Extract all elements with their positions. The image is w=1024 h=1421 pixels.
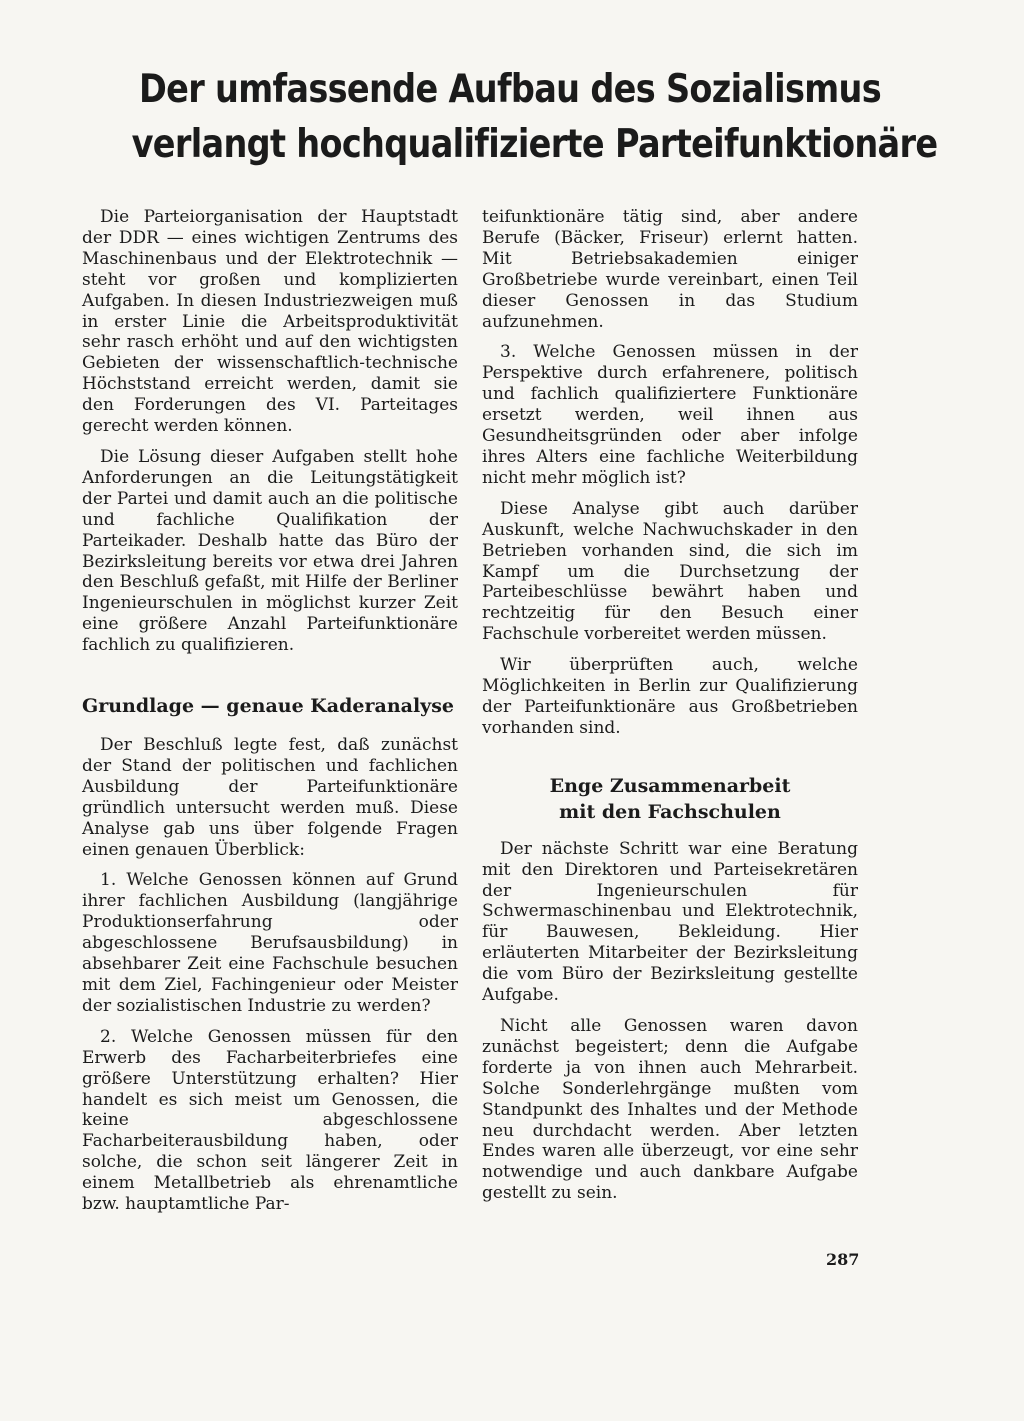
heading-line-2: mit den Fachschulen <box>559 800 781 823</box>
paragraph: Die Lösung dieser Aufgaben stellt hohe Anforderungen an die Leitungstätigkeit der Partei und damit auch an die politische und fachliche Qualifikation der Parteikader. Deshalb hatte das Büro der Bezirksleitung bereits vor etwa drei Jahren den Beschluß gefaßt, mit Hilfe der Berliner Ingenieurschulen in möglichst kurzer Zeit eine größere Anzahl Parteifunktionäre fachlich zu qualifizieren. <box>82 446 458 656</box>
paragraph: 3. Welche Genossen müssen in der Perspektive durch erfahrenere, politisch und fachlich qualifiziertere Funktionäre ersetzt werden, weil ihnen aus Gesundheitsgründen oder aber infolge ihres Alters eine fachliche Weiterbildung nicht mehr möglich ist? <box>482 342 858 488</box>
paragraph: Nicht alle Genossen waren davon zunächst begeistert; denn die Aufgabe forderte ja von ihnen auch Mehrarbeit. Solche Sonderlehrgänge mußten vom Standpunkt des Inhaltes und der Methode neu durchdacht werden. Aber letzten Endes waren alle überzeugt, vor eine sehr notwendige und auch dankbare Aufgabe gestellt zu sein. <box>482 1016 858 1204</box>
paragraph: 2. Welche Genossen müssen für den Erwerb des Facharbeiterbriefes eine größere Unterstützung erhalten? Hier handelt es sich meist um Genossen, die keine abgeschlossene Facharbeiterausbildung haben, oder solche, die schon seit längerer Zeit in einem Metallbetrieb als ehrenamtliche bzw. hauptamtliche Par- <box>82 1026 458 1215</box>
right-column <box>482 207 858 1204</box>
paragraph: Der Beschluß legte fest, daß zunächst der Stand der politischen und fachlichen Ausbildung der Parteifunktionäre gründlich untersucht werden muß. Diese Analyse gab uns über folgende Fragen einen genauen Überblick: <box>82 735 458 860</box>
left-column <box>82 207 458 1215</box>
article-headline <box>131 62 938 172</box>
headline-line-1: Der umfassende Aufbau des Sozialismus <box>138 67 881 112</box>
paragraph: 1. Welche Genossen können auf Grund ihrer fachlichen Ausbildung (langjährige Produktionserfahrung oder abgeschlossene Berufsausbildung) in absehbarer Zeit eine Fachschule besuchen mit dem Ziel, Fachingenieur oder Meister der sozialistischen Industrie zu werden? <box>82 870 458 1016</box>
paragraph: teifunktionäre tätig sind, aber andere Berufe (Bäcker, Friseur) erlernt hatten. Mit Betriebsakademien einiger Großbetriebe wurde vereinbart, einen Teil dieser Genossen in das Studium aufzunehmen. <box>482 207 858 332</box>
paragraph: Wir überprüften auch, welche Möglichkeiten in Berlin zur Qualifizierung der Parteifunktionäre aus Großbetrieben vorhanden sind. <box>482 655 858 738</box>
section-heading: Grundlage — genaue Kaderanalyse <box>82 695 454 718</box>
headline-line-2: verlangt hochqualifizierte Parteifunktionäre <box>131 122 938 167</box>
heading-line-1: Enge Zusammenarbeit <box>549 774 791 797</box>
paragraph: Die Parteiorganisation der Hauptstadt der DDR — eines wichtigen Zentrums des Maschinenbaus und der Elektrotechnik — steht vor großen und komplizierten Aufgaben. In diesen Industriezweigen muß in erster Linie die Arbeitsproduktivität sehr rasch erhöht und auf den wichtigsten Gebieten der wissenschaftlich-technische Höchststand erreicht werden, damit sie den Forderungen des VI. Parteitages gerecht werden können. <box>82 207 458 437</box>
page-number: 287 <box>826 1250 860 1269</box>
section-heading <box>482 773 858 825</box>
paragraph: Der nächste Schritt war eine Beratung mit den Direktoren und Parteisekretären der Ingenieurschulen für Schwermaschinenbau und Elektrotechnik, für Bauwesen, Bekleidung. Hier erläuterten Mitarbeiter der Bezirksleitung die vom Büro der Bezirksleitung gestellte Aufgabe. <box>482 838 858 1006</box>
paragraph: Diese Analyse gibt auch darüber Auskunft, welche Nachwuchskader in den Betrieben vorhanden sind, die sich im Kampf um die Durchsetzung der Parteibeschlüsse bewährt haben und rechtzeitig für den Besuch einer Fachschule vorbereitet werden müssen. <box>482 498 858 645</box>
